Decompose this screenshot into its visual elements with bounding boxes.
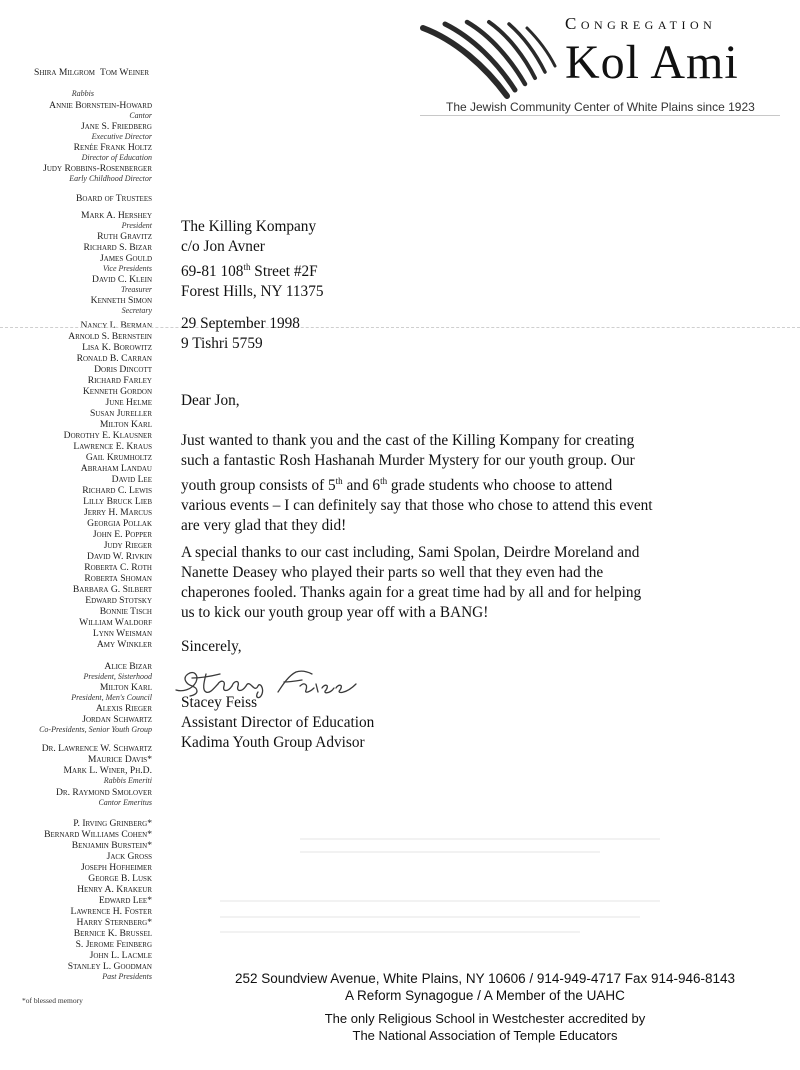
addressee-line: The Killing Kompany bbox=[181, 218, 317, 235]
officer-name: Alexis Rieger bbox=[95, 703, 152, 714]
rabbis-title: Rabbis bbox=[71, 89, 94, 98]
officer-title: President, Sisterhood bbox=[83, 672, 152, 681]
emeritus-name: Dr. Lawrence W. Schwartz bbox=[41, 743, 152, 754]
past-president: Jack Gross bbox=[106, 851, 152, 862]
show-through-mark bbox=[300, 851, 600, 853]
board-member: Richard S. Bizar bbox=[83, 242, 152, 253]
board-member: Lynn Weisman bbox=[92, 628, 152, 639]
emeritus-name: Dr. Raymond Smolover bbox=[56, 787, 152, 798]
rabbi-name: Shira Milgrom bbox=[34, 67, 95, 78]
blessed-memory-note: *of blessed memory bbox=[22, 996, 83, 1005]
street-number: 69-81 108 bbox=[181, 263, 244, 281]
emeritus-title: Rabbis Emeriti bbox=[103, 776, 152, 785]
signer-name: Stacey Feiss bbox=[181, 694, 258, 711]
board-member: Roberta Shoman bbox=[84, 573, 152, 584]
letterhead-tagline: The Jewish Community Center of White Plains since 1923 bbox=[446, 100, 755, 114]
board-member: Susan Jureller bbox=[89, 408, 152, 419]
officer-title: Co-Presidents, Senior Youth Group bbox=[39, 725, 152, 734]
past-president: Benjamin Burstein* bbox=[71, 840, 152, 851]
past-president: S. Jerome Feinberg bbox=[75, 939, 152, 950]
past-president: P. Irving Grinberg* bbox=[73, 818, 152, 829]
past-president: Bernice K. Brussel bbox=[73, 928, 152, 939]
signer-title: Assistant Director of Education bbox=[181, 714, 375, 731]
officer-title: President, Men's Council bbox=[71, 693, 152, 702]
paragraph-line bbox=[181, 471, 741, 496]
officer-name: Milton Karl bbox=[99, 682, 152, 693]
staff-name: Jane S. Friedberg bbox=[81, 121, 152, 132]
board-member: David C. Klein bbox=[92, 274, 152, 285]
board-title: President bbox=[121, 221, 152, 230]
board-member: Barbara G. Silbert bbox=[72, 584, 152, 595]
board-member: David W. Rivkin bbox=[87, 551, 152, 562]
staff-name: Judy Robbins-Rosenberger bbox=[43, 163, 152, 174]
board-member: Gail Krumholtz bbox=[85, 452, 152, 463]
board-title: Vice Presidents bbox=[102, 264, 152, 273]
show-through-mark bbox=[220, 931, 580, 933]
board-member: Lisa K. Borowitz bbox=[82, 342, 152, 353]
board-member: Roberta C. Roth bbox=[84, 562, 152, 573]
past-president: Lawrence H. Foster bbox=[70, 906, 152, 917]
show-through-mark bbox=[220, 900, 660, 902]
addressee-line: c/o Jon Avner bbox=[181, 238, 265, 255]
board-member: Mark A. Hershey bbox=[80, 210, 152, 221]
board-member: June Helme bbox=[105, 397, 152, 408]
ordinal-suffix: th bbox=[335, 476, 343, 486]
past-presidents-title: Past Presidents bbox=[102, 972, 152, 981]
text-run: and 6 bbox=[342, 477, 381, 495]
board-member: Amy Winkler bbox=[96, 639, 152, 650]
addressee-block bbox=[181, 217, 324, 302]
board-member: Richard Farley bbox=[87, 375, 152, 386]
staff-title: Director of Education bbox=[81, 153, 152, 162]
board-heading: Board of Trustees bbox=[75, 193, 152, 204]
footer-accreditation: The only Religious School in Westchester accredited by bbox=[324, 1011, 646, 1026]
board-member: Judy Rieger bbox=[103, 540, 152, 551]
past-president: Harry Sternberg* bbox=[76, 917, 152, 928]
letterhead-rule bbox=[420, 115, 780, 116]
board-member: Ruth Gravitz bbox=[97, 231, 152, 242]
leadership-sidebar bbox=[0, 0, 152, 1070]
board-member: Doris Dincott bbox=[94, 364, 152, 375]
board-member: Abraham Landau bbox=[80, 463, 152, 474]
text-run: grade students who choose to attend bbox=[387, 477, 613, 495]
footer-accreditation: The National Association of Temple Educators bbox=[352, 1028, 618, 1043]
emeritus-name: Maurice Davis* bbox=[87, 754, 152, 765]
past-president: Bernard Williams Cohen* bbox=[44, 829, 152, 840]
street-name: Street #2F bbox=[250, 263, 318, 281]
officer-name: Jordan Schwartz bbox=[82, 714, 152, 725]
text-run: youth group consists of 5 bbox=[181, 477, 336, 495]
footer-address: 252 Soundview Avenue, White Plains, NY 10606 / 914-949-4717 Fax 914-946-8143 bbox=[234, 971, 736, 986]
board-member: Dorothy E. Klausner bbox=[63, 430, 152, 441]
board-member: Georgia Pollak bbox=[87, 518, 152, 529]
signer-block bbox=[181, 693, 374, 753]
staff-title: Early Childhood Director bbox=[69, 174, 152, 183]
date-gregorian: 29 September 1998 bbox=[181, 315, 300, 332]
congregation-name: Kol Ami bbox=[565, 36, 739, 89]
date-hebrew: 9 Tishri 5759 bbox=[181, 335, 263, 352]
past-president: Stanley L. Goodman bbox=[67, 961, 152, 972]
salutation: Dear Jon, bbox=[181, 392, 240, 409]
board-member: Richard C. Lewis bbox=[82, 485, 152, 496]
paragraph-line: A special thanks to our cast including, Sami Spolan, Deirdre Moreland and bbox=[181, 544, 640, 561]
board-member: Milton Karl bbox=[99, 419, 152, 430]
past-president: Henry A. Krakeur bbox=[77, 884, 152, 895]
board-member: Jerry H. Marcus bbox=[83, 507, 152, 518]
paragraph-line: such a fantastic Rosh Hashanah Murder Mystery for our youth group. Our bbox=[181, 452, 635, 469]
fold-line bbox=[0, 327, 800, 328]
congregation-label: Congregation bbox=[565, 14, 717, 33]
officer-name: Alice Bizar bbox=[104, 661, 152, 672]
board-member: Lawrence E. Kraus bbox=[73, 441, 152, 452]
congregation-logo bbox=[415, 18, 565, 108]
board-member: Kenneth Simon bbox=[90, 295, 152, 306]
board-member: David Lee bbox=[111, 474, 152, 485]
ordinal-suffix: th bbox=[243, 262, 251, 272]
paragraph-thanks bbox=[181, 431, 741, 536]
board-member: Edward Stotsky bbox=[85, 595, 152, 606]
staff-title: Executive Director bbox=[91, 132, 152, 141]
board-member: Lilly Bruck Lieb bbox=[83, 496, 152, 507]
signer-title: Kadima Youth Group Advisor bbox=[181, 734, 365, 751]
board-member: John E. Popper bbox=[92, 529, 152, 540]
board-member: Bonnie Tisch bbox=[99, 606, 152, 617]
board-member: Arnold S. Bernstein bbox=[68, 331, 152, 342]
rabbi-name: Tom Weiner bbox=[100, 67, 150, 78]
staff-name: Annie Bornstein-Howard bbox=[49, 100, 152, 111]
paragraph-line: us to kick our youth group year off with a BANG! bbox=[181, 604, 489, 621]
ordinal-suffix: th bbox=[380, 476, 388, 486]
paragraph-line: various events – I can definitely say that those who chose to attend this event bbox=[181, 497, 653, 515]
emeritus-name: Mark L. Winer, Ph.D. bbox=[63, 765, 152, 776]
staff-title: Cantor bbox=[129, 111, 152, 120]
paragraph-line: chaperones fooled. Thanks again for a great time had by all and for helping bbox=[181, 584, 642, 601]
addressee-line bbox=[181, 257, 324, 282]
board-title: Treasurer bbox=[121, 285, 152, 294]
board-member: Kenneth Gordon bbox=[82, 386, 152, 397]
past-president: Joseph Hofheimer bbox=[80, 862, 152, 873]
date-block bbox=[181, 314, 300, 354]
addressee-line: Forest Hills, NY 11375 bbox=[181, 283, 324, 301]
paragraph-cast bbox=[181, 543, 741, 623]
show-through-mark bbox=[220, 916, 640, 918]
board-member: Nancy L. Berman bbox=[80, 320, 152, 331]
paragraph-line: Just wanted to thank you and the cast of the Killing Kompany for creating bbox=[181, 432, 635, 449]
paragraph-line: Nanette Deasey who played their parts so well that they even had the bbox=[181, 564, 604, 581]
past-president: George B. Lusk bbox=[88, 873, 152, 884]
emeritus-title: Cantor Emeritus bbox=[98, 798, 152, 807]
staff-name: Renée Frank Holtz bbox=[73, 142, 152, 153]
board-member: James Gould bbox=[100, 253, 152, 264]
footer-affiliation: A Reform Synagogue / A Member of the UAHC bbox=[345, 988, 625, 1003]
past-president: Edward Lee* bbox=[98, 895, 152, 906]
show-through-mark bbox=[300, 838, 660, 840]
board-member: William Waldorf bbox=[79, 617, 152, 628]
closing: Sincerely, bbox=[181, 638, 242, 655]
past-president: John L. Lacmle bbox=[89, 950, 152, 961]
board-title: Secretary bbox=[121, 306, 152, 315]
board-member: Ronald B. Carran bbox=[76, 353, 152, 364]
paragraph-line: are very glad that they did! bbox=[181, 517, 347, 535]
